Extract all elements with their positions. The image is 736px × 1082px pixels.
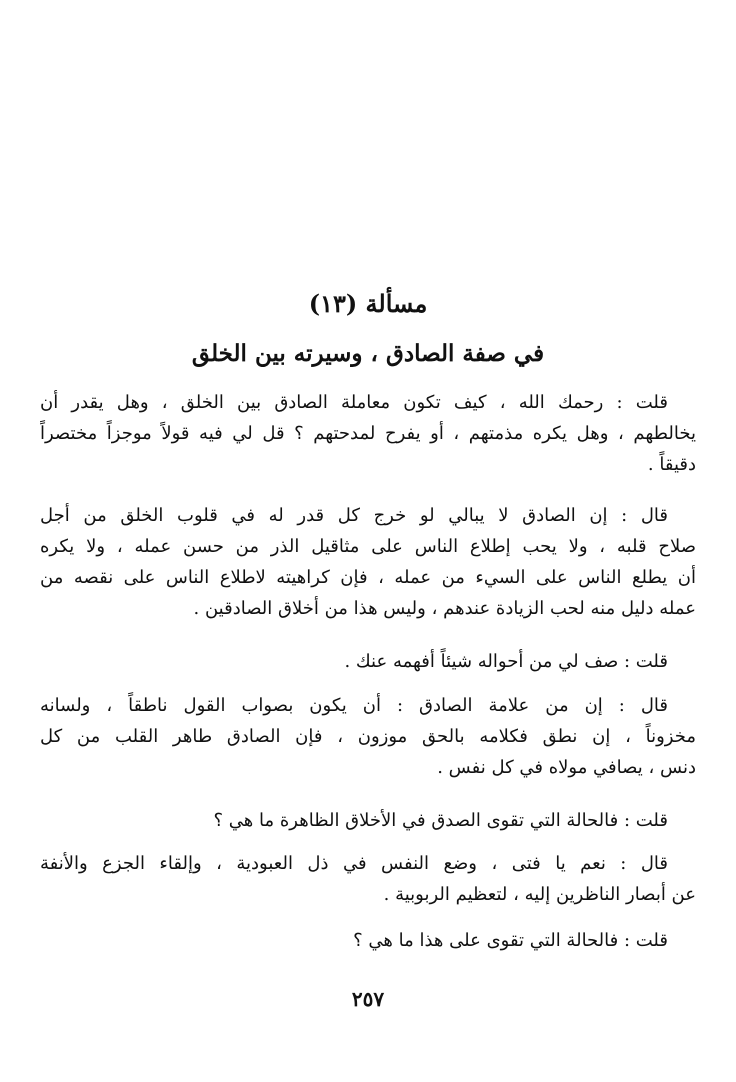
paragraph-question-4: قلت : فالحالة التي تقوى على هذا ما هي ؟ xyxy=(353,930,668,951)
text-line: قال : نعم يا فتى ، وضع النفس في ذل العبودية ، وإلقاء الجزع والأنفة xyxy=(40,853,668,874)
text-line: دقيقاً . xyxy=(647,454,696,475)
text-line: صلاح قلبه ، ولا يحب إطلاع الناس على مثاقيل الذر من حسن عمله ، ولا يكره xyxy=(40,536,696,557)
text-line: قال : إن من علامة الصادق : أن يكون بصواب القول ناطقاً ، ولسانه xyxy=(40,695,668,716)
text-line: عمله دليل منه لحب الزيادة عندهم ، وليس هذا من أخلاق الصادقين . xyxy=(193,598,696,619)
text-line: دنس ، يصافي مولاه في كل نفس . xyxy=(437,757,696,778)
text-line: قلت : رحمك الله ، كيف تكون معاملة الصادق بين الخلق ، وهل يقدر أن xyxy=(40,392,668,413)
text-line: عن أبصار الناظرين إليه ، لتعظيم الربوبية . xyxy=(383,884,696,905)
paragraph-answer-3 xyxy=(40,848,696,910)
paragraph-question-3: قلت : فالحالة التي تقوى الصدق في الأخلاق الظاهرة ما هي ؟ xyxy=(213,810,668,831)
page-number: ٢٥٧ xyxy=(351,987,385,1011)
paragraph-answer-1 xyxy=(40,500,696,624)
paragraph-question-1 xyxy=(40,387,696,480)
question-subtitle: في صفة الصادق ، وسيرته بين الخلق xyxy=(191,340,545,367)
text-line: أن يطلع الناس على السيء من عمله ، فإن كراهيته لاطلاع الناس على نقصه من xyxy=(40,567,696,588)
paragraph-answer-2 xyxy=(40,690,696,783)
paragraph-question-2: قلت : صف لي من أحواله شيئاً أفهمه عنك . xyxy=(344,651,668,672)
question-title: مسألة (١٣) xyxy=(308,289,428,318)
text-line: يخالطهم ، وهل يكره مذمتهم ، أو يفرح لمدحتهم ؟ قل لي فيه قولاً موجزاً مختصراً xyxy=(40,423,696,444)
text-line: مخزوناً ، إن نطق فكلامه بالحق موزون ، فإن الصادق طاهر القلب من كل xyxy=(40,726,696,747)
text-line: قال : إن الصادق لا يبالي لو خرج كل قدر له في قلوب الخلق من أجل xyxy=(40,505,668,526)
